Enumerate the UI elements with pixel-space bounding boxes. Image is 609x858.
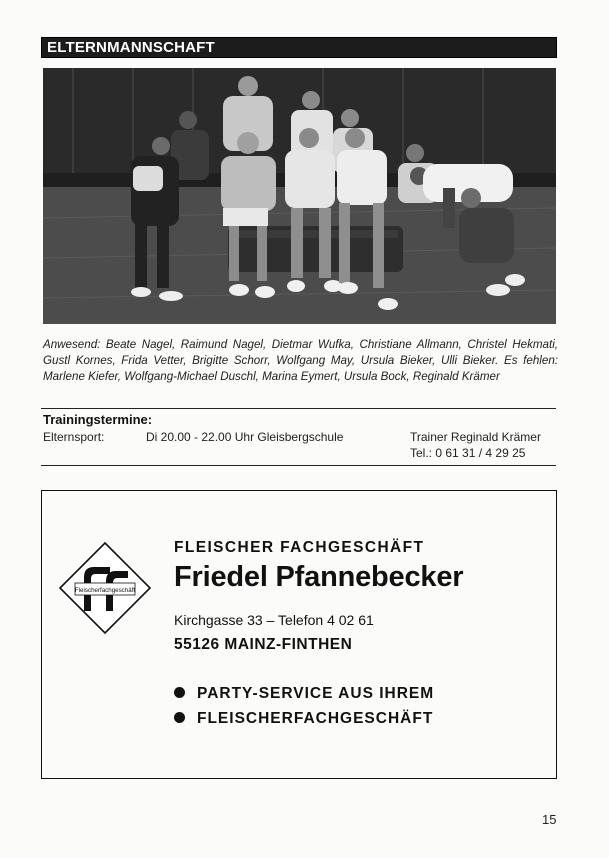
ad-address: Kirchgasse 33 – Telefon 4 02 61 — [174, 612, 374, 628]
photo-caption: Anwesend: Beate Nagel, Raimund Nagel, Dietmar Wufka, Christiane Allmann, Christel Hekmati, Gustl Kornes, Frida Vetter, Brigitte Schorr, Wolfgang May, Ursula Bieker, Ulli Bieker. Es fehlen: Marlene Kiefer, Wolfgang-Michael Duschl, Marina Eymert, Ursula Bock, Reginald Krämer — [43, 338, 558, 384]
page-number: 15 — [542, 812, 557, 827]
training-heading: Trainingstermine: — [43, 412, 153, 427]
team-photo-illustration — [43, 68, 556, 324]
butcher-shop-logo — [58, 541, 152, 635]
ad-bullet-text: PARTY-SERVICE AUS IHREM — [197, 685, 435, 702]
ad-bullet-text: FLEISCHERFACHGESCHÄFT — [197, 710, 434, 727]
divider-bottom — [41, 465, 556, 466]
trainer-name: Trainer Reginald Krämer — [410, 430, 541, 444]
training-time: Di 20.00 - 22.00 Uhr Gleisbergschule — [146, 430, 344, 444]
training-label: Elternsport: — [43, 430, 105, 444]
ad-bullet-item — [174, 685, 434, 703]
trainer-phone: Tel.: 0 61 31 / 4 29 25 — [410, 446, 526, 460]
section-title: ELTERNMANNSCHAFT — [47, 39, 215, 56]
divider-top — [41, 408, 556, 409]
bullet-icon — [174, 687, 185, 698]
section-header-bar — [41, 37, 557, 58]
ad-subtitle: FLEISCHER FACHGESCHÄFT — [174, 539, 425, 556]
advertisement-box — [41, 490, 557, 779]
team-photo — [43, 68, 556, 324]
bullet-icon — [174, 712, 185, 723]
ad-city: 55126 MAINZ-FINTHEN — [174, 636, 353, 653]
ad-business-name: Friedel Pfannebecker — [174, 561, 464, 593]
svg-text:Fleischerfachgeschäft: Fleischerfachgeschäft — [74, 587, 136, 594]
ad-bullet-item — [174, 710, 433, 728]
